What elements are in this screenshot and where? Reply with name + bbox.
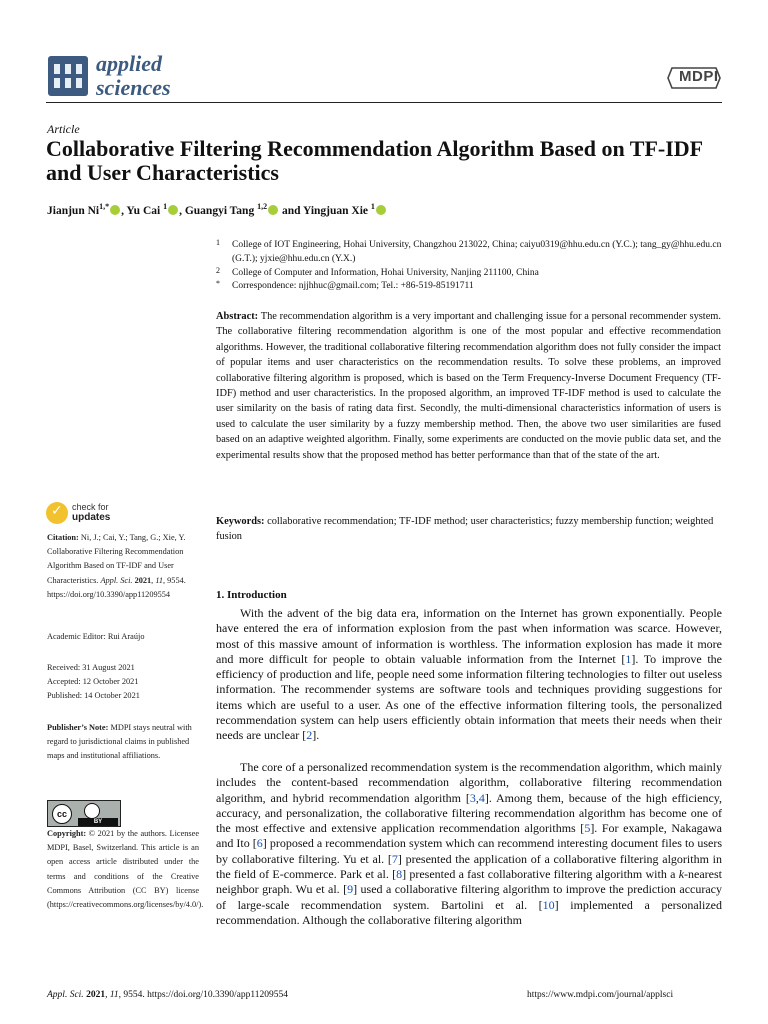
journal-logo-icon bbox=[48, 56, 88, 96]
citation-link[interactable]: 7 bbox=[391, 851, 398, 866]
check-updates-line2: updates bbox=[72, 512, 111, 523]
citation-year: 2021 bbox=[134, 575, 152, 585]
paragraph-text: ] used a collaborative filtering algorithm to improve the prediction accuracy of large-scale recommendation system. Bartolini et al. [ bbox=[216, 882, 722, 912]
citation-link[interactable]: 3 bbox=[469, 790, 476, 805]
attribution-person-icon bbox=[84, 803, 100, 819]
citation: Citation: Ni, J.; Cai, Y.; Tang, G.; Xie, Y. Collaborative Filtering Recommendation Algorithm Based on TF-IDF and User Characteristics. Appl. Sci. 2021, 11, 9554. https://doi.org/10.3390/app11209554 bbox=[47, 533, 186, 599]
journal-name-line2: sciences bbox=[96, 75, 171, 100]
abstract-text: The recommendation algorithm is a very important and challenging issue for a personal recommender system. The collaborative filtering recommendation algorithm is one of the most popular and effective recommendation algorithms. However, the traditional collaborative filtering recommendation algorithm does not fully consider the impact of popular items and user characteristics on the recommendation results. To solve these problems, an improved collaborative filtering algorithm is proposed, which is based on the Term Frequency-Inverse Document Frequency (TF-IDF) method and user characteristics. In the proposed algorithm, an improved TF-IDF method is used to calculate the user similarity on the basis of rating data first. Secondly, the multi-dimensional characteristics information of users is used to calculate the user similarity by a fuzzy membership method. Then, the above two user similarities are fused based on an adaptive weighted algorithm. Finally, some experiments are conducted on the movie public data set, and the experimental results show that the proposed method has better performance than that of the state of the art. bbox=[216, 311, 721, 461]
intro-paragraph-2 bbox=[216, 760, 722, 928]
correspondence-text: Correspondence: njjhhuc@gmail.com; Tel.: +86-519-85191711 bbox=[232, 281, 474, 291]
publisher-note-label: Publisher’s Note: bbox=[47, 723, 109, 732]
correspondence bbox=[216, 279, 716, 293]
citation-link[interactable]: 8 bbox=[396, 867, 403, 882]
citation-doi[interactable]: , 9554. https://doi.org/10.3390/app11209554 bbox=[47, 575, 186, 599]
by-label: BY bbox=[78, 818, 118, 826]
author-separator: , bbox=[179, 204, 185, 217]
affiliation-text: College of Computer and Information, Hohai University, Nanjing 211100, China bbox=[232, 268, 539, 278]
header-divider bbox=[46, 102, 722, 103]
footer-citation: Appl. Sci. 2021, 11, 9554. https://doi.org/10.3390/app11209554 bbox=[47, 990, 289, 1000]
cc-icon: cc bbox=[52, 804, 72, 824]
paragraph-text: The core of a personalized recommendation system is the recommendation algorithm, which mainly includes the content-based recommendation algorithm, collaborative filtering recommendation algorithm, and hybrid recommendation algorithm [ bbox=[216, 760, 722, 805]
affiliation bbox=[216, 238, 722, 266]
paragraph-text: , bbox=[475, 790, 479, 805]
publisher-name: MDPI bbox=[679, 68, 719, 85]
citation-link[interactable]: 6 bbox=[256, 836, 263, 851]
check-icon: ✓ bbox=[46, 502, 68, 524]
citation-link[interactable]: 9 bbox=[347, 882, 354, 897]
paragraph-text: ]. Among them, because of the high efficiency, accuracy, and personalization, the collaborative filtering recommendation algorithm has become one of the most effective and extensive application recommendation algorithms [ bbox=[216, 790, 722, 836]
footer-journal: Appl. Sci. bbox=[47, 990, 84, 1000]
academic-editor: Academic Editor: Rui Araújo bbox=[47, 632, 145, 641]
citation-link[interactable]: 5 bbox=[584, 821, 591, 836]
citation-text: Ni, J.; Cai, Y.; Tang, G.; Xie, Y. Collaborative Filtering Recommendation Algorithm Based on TF-IDF and User Characteristics. bbox=[47, 533, 186, 585]
section-heading: 1. Introduction bbox=[216, 589, 287, 601]
affiliation-mark: 1 bbox=[216, 238, 220, 247]
keywords-text: collaborative recommendation; TF-IDF method; user characteristics; fuzzy membership function; weighted fusion bbox=[216, 516, 714, 542]
copyright-text: © 2021 by the authors. Licensee MDPI, Basel, Switzerland. This article is an open access article distributed under the terms and conditions of the Creative Commons Attribution (CC BY) license (https://creativecommons.org/licenses/by/4.0/). bbox=[47, 829, 204, 910]
journal-name bbox=[96, 52, 171, 100]
author-name: Yu Cai bbox=[126, 204, 161, 217]
affiliation-mark: 2 bbox=[216, 266, 220, 275]
affiliation-mark: * bbox=[216, 279, 220, 288]
author-separator: and bbox=[279, 204, 303, 217]
keywords-label: Keywords: bbox=[216, 516, 265, 527]
citation-link[interactable]: 2 bbox=[306, 728, 313, 743]
paragraph-text: ]. To improve the efficiency of production and life, people need some information filtering technologies to filter out useless information. The recommender systems are software tools and techniques providing suggestions for items which are useful to a user. As one of the effective information filtering tools, the personalized recommendation system can help users efficiently obtain information that meets their needs when their needs are unclear [ bbox=[216, 651, 723, 743]
italic-term: k bbox=[678, 867, 685, 882]
citation-link[interactable]: 4 bbox=[478, 790, 485, 805]
author-name: Jianjun Ni bbox=[47, 204, 100, 217]
cc-by-license-badge[interactable] bbox=[47, 800, 121, 827]
keywords bbox=[216, 514, 721, 544]
paragraph-text: ]. For example, Nakagawa and Ito [ bbox=[216, 821, 723, 851]
copyright bbox=[47, 827, 204, 912]
footer-journal-url[interactable]: https://www.mdpi.com/journal/applsci bbox=[527, 990, 674, 1000]
check-for-updates-button[interactable] bbox=[46, 500, 156, 528]
abstract bbox=[216, 309, 721, 463]
intro-paragraph-1 bbox=[216, 606, 722, 744]
affiliation bbox=[216, 266, 716, 280]
author-affiliation-mark: 1 bbox=[163, 202, 168, 211]
citation-link[interactable]: 10 bbox=[542, 897, 555, 912]
publisher-note-text: MDPI stays neutral with regard to jurisdictional claims in published maps and institutional affiliations. bbox=[47, 723, 192, 761]
author-name: Guangyi Tang bbox=[184, 204, 255, 217]
paragraph-text: With the advent of the big data era, information on the Internet has grown exponentially. People have entered the era of information explosion from the past when information was scarce. However, most of this massive amount of information is worthless. The information explosion has made it more and more difficult for people to obtain valuable information from the Internet [ bbox=[216, 606, 722, 666]
author-affiliation-mark: 1,2 bbox=[257, 202, 268, 211]
accepted-date: Accepted: 12 October 2021 bbox=[47, 677, 139, 686]
footer-year: 2021 bbox=[86, 990, 106, 1000]
article-title: Collaborative Filtering Recommendation Algorithm Based on TF-IDF and User Characteristics bbox=[46, 136, 703, 185]
author-list bbox=[47, 202, 387, 217]
footer-doi[interactable]: , 9554. https://doi.org/10.3390/app11209554 bbox=[118, 990, 289, 1000]
article-type: Article bbox=[47, 122, 80, 136]
orcid-icon[interactable] bbox=[110, 205, 120, 215]
paragraph-text: ] presented a fast collaborative filtering algorithm with a bbox=[402, 867, 679, 882]
orcid-icon[interactable] bbox=[168, 205, 178, 215]
abstract-label: Abstract: bbox=[216, 311, 259, 322]
citation-label: Citation: bbox=[47, 533, 79, 542]
footer-volume: 11 bbox=[109, 990, 119, 1000]
citation-volume: 11 bbox=[155, 575, 163, 585]
publisher-logo bbox=[666, 66, 722, 92]
author-name: Yingjuan Xie bbox=[302, 204, 369, 217]
publisher-note bbox=[47, 721, 199, 764]
check-updates-line1: check for bbox=[72, 502, 109, 512]
paragraph-text: -nearest neighbor graph. Wu et al. [ bbox=[216, 867, 722, 897]
paragraph-text: ]. bbox=[312, 728, 320, 743]
orcid-icon[interactable] bbox=[376, 205, 386, 215]
citation-journal: Appl. Sci. bbox=[100, 575, 133, 585]
paragraph-text: ] presented the application of a collaborative filtering algorithm in the field of E-commerce. Park et al. [ bbox=[216, 851, 722, 882]
paragraph-text: ] implemented a personalized recommendation. Although the collaborative filtering algorithm bbox=[216, 897, 722, 927]
journal-name-line1: applied bbox=[96, 51, 162, 76]
author-affiliation-mark: 1 bbox=[370, 202, 375, 211]
received-date: Received: 31 August 2021 bbox=[47, 663, 135, 672]
paragraph-text: ] proposed a recommendation system which can recommend interesting document files to users by collaborative filtering. Yu et al. [ bbox=[216, 836, 723, 866]
author-affiliation-mark: 1,* bbox=[99, 202, 110, 211]
citation-link[interactable]: 1 bbox=[625, 651, 632, 666]
author-separator: , bbox=[121, 204, 127, 217]
published-date: Published: 14 October 2021 bbox=[47, 691, 140, 700]
orcid-icon[interactable] bbox=[268, 205, 278, 215]
copyright-label: Copyright: bbox=[47, 829, 87, 838]
affiliation-text: College of IOT Engineering, Hohai University, Changzhou 213022, China; caiyu0319@hhu.edu.cn (Y.C.); tang_gy@hhu.edu.cn (G.T.); yjxie@hhu.edu.cn (Y.X.) bbox=[232, 240, 722, 264]
